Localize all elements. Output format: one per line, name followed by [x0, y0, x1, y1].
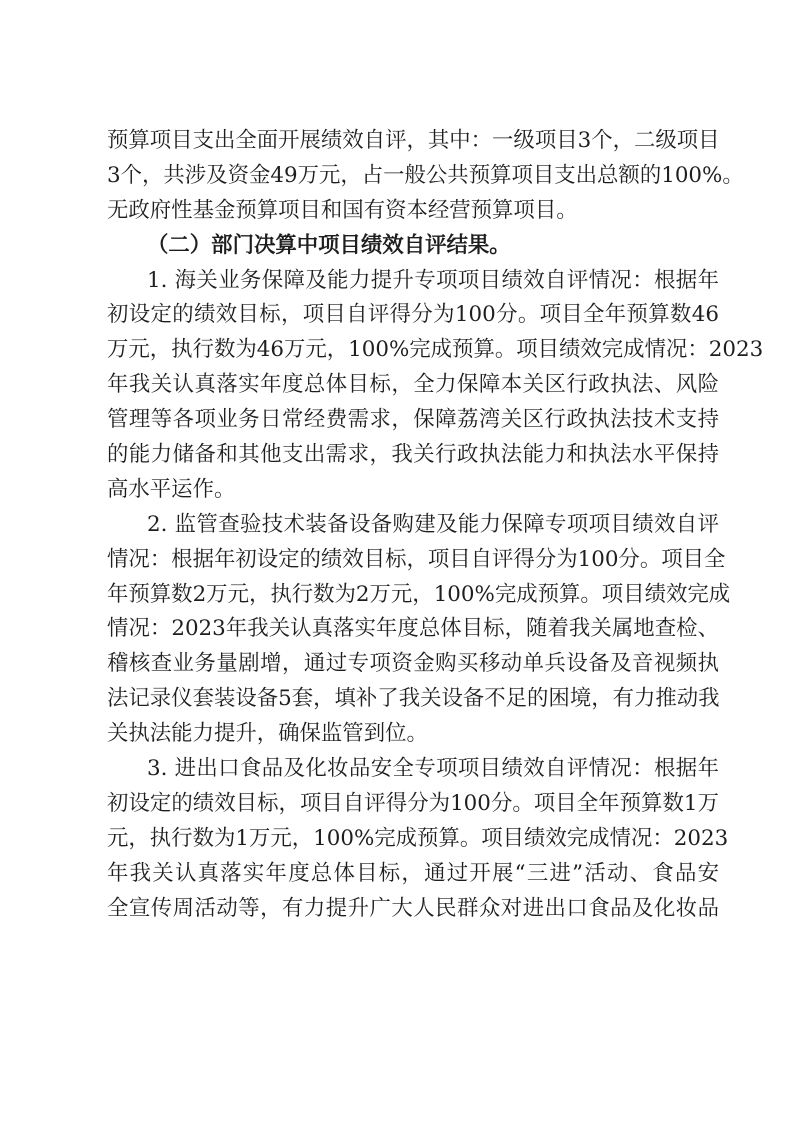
- text-line: 法记录仪套装设备5套，填补了我关设备不足的困境，有力推动我: [107, 686, 720, 712]
- text-line: 年我关认真落实年度总体目标，全力保障本关区行政执法、风险: [107, 372, 719, 398]
- text-line: 万元，执行数为46万元，100%完成预算。项目绩效完成情况：2023: [107, 337, 764, 363]
- paragraph-3-start: 3. 进出口食品及化妆品安全专项项目绩效自评情况：根据年: [147, 756, 719, 782]
- text-line: 高水平运作。: [107, 476, 236, 502]
- text-line: 初设定的绩效目标，项目自评得分为100分。项目全年预算数1万: [107, 790, 719, 816]
- text-line: 的能力储备和其他支出需求，我关行政执法能力和执法水平保持: [107, 442, 719, 468]
- text-line: 预算项目支出全面开展绩效自评，其中：一级项目3个，二级项目: [107, 128, 720, 153]
- text-line: 无政府性基金预算项目和国有资本经营预算项目。: [107, 197, 578, 223]
- text-line: 稽核查业务量剧增，通过专项资金购买移动单兵设备及音视频执: [107, 651, 719, 677]
- text-line: 情况：根据年初设定的绩效目标，项目自评得分为100分。项目全: [107, 546, 726, 572]
- document-body: [107, 124, 764, 926]
- paragraph-2-start: 2. 监管查验技术装备设备购建及能力保障专项项目绩效自评: [147, 511, 719, 537]
- text-line: 年预算数2万元，执行数为2万元，100%完成预算。项目绩效完成: [107, 581, 731, 607]
- text-line: 3个，共涉及资金49万元，占一般公共预算项目支出总额的100%。: [107, 162, 744, 188]
- text-line: 关执法能力提升，确保监管到位。: [107, 721, 428, 747]
- text-line: 全宣传周活动等，有力提升广大人民群众对进出口食品及化妆品: [107, 895, 719, 921]
- paragraph-1-start: 1. 海关业务保障及能力提升专项项目绩效自评情况：根据年: [147, 267, 719, 293]
- text-line: 情况：2023年我关认真落实年度总体目标，随着我关属地查检、: [107, 616, 719, 642]
- text-line: 初设定的绩效目标，项目自评得分为100分。项目全年预算数46: [107, 302, 719, 328]
- text-line: 元，执行数为1万元，100%完成预算。项目绩效完成情况：2023: [107, 825, 729, 851]
- text-line: 管理等各项业务日常经费需求，保障荔湾关区行政执法技术支持: [107, 407, 719, 433]
- text-line: 年我关认真落实年度总体目标，通过开展“三进”活动、食品安: [107, 860, 719, 886]
- section-heading: （二）部门决算中项目绩效自评结果。: [147, 232, 511, 258]
